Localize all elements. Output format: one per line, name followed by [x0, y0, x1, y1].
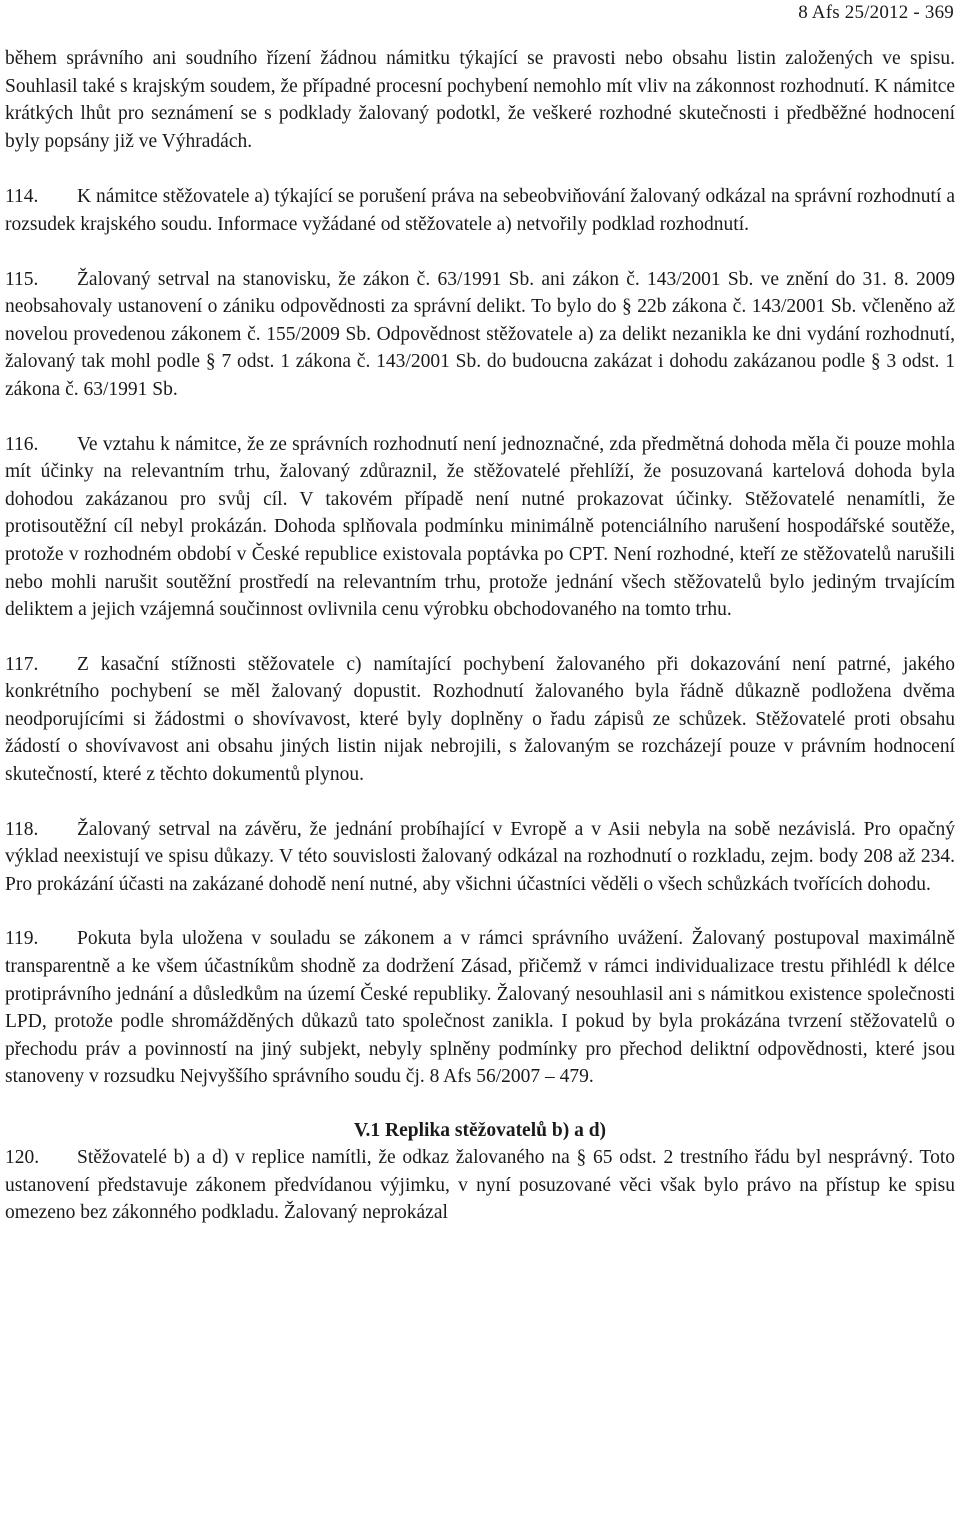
paragraph-text: Žalovaný setrval na stanovisku, že zákon č. 63/1991 Sb. ani zákon č. 143/2001 Sb. ve znění do 31. 8. 2009 neobsahovaly ustanovení o zániku odpovědnosti za správní delikt. To bylo do § 22b zákona č. 143/2001 Sb. včleněno až novelou provedenou zákonem č. 155/2009 Sb. Odpovědnost stěžovatele a) za delikt nezanikla ke dni vydání rozhodnutí, žalovaný tak mohl podle § 7 odst. 1 zákona č. 143/2001 Sb. do budoucna zakázat i dohodu zakázanou podle § 3 odst. 1 zákona č. 63/1991 Sb.: [5, 268, 955, 400]
section-heading: V.1 Replika stěžovatelů b) a d): [353, 1120, 607, 1141]
paragraph-number: 116.: [5, 433, 39, 455]
paragraph-text: Pokuta byla uložena v souladu se zákonem a v rámci správního uvážení. Žalovaný postupoval maximálně transparentně a ke všem účastníkům shodně za dodržení Zásad, přičemž v rámci individualizace trestu přihlédl k délce protiprávního jednání a důsledkům na území České republiky. Žalovaný nesouhlasil ani s námitkou existence společnosti LPD, protože podle shromážděných důkazů tato společnost zanikla. I pokud by byla prokázána tvrzení stěžovatelů o přechodu práv a povinností na jiný subjekt, nebyly splněny podmínky pro přechod deliktní odpovědnosti, které jsou stanoveny v rozsudku Nejvyššího správního soudu čj. 8 Afs 56/2007 – 479.: [5, 928, 955, 1088]
paragraph-118: [5, 816, 955, 899]
paragraph-number: 119.: [5, 928, 39, 950]
paragraph-number: 117.: [5, 653, 39, 675]
paragraph-number: 114.: [5, 186, 39, 208]
paragraph-text: Z kasační stížnosti stěžovatele c) namítající pochybení žalovaného při dokazování není patrné, jakého konkrétního pochybení se měl žalovaný dopustit. Rozhodnutí žalovaného byla řádně důkazně podložena dvěma neodporujícími si žádostmi o shovívavost, které byly doplněny o řadu zápisů ze schůzek. Stěžovatelé proti obsahu žádostí o shovívavost ani obsahu jiných listin nijak nebrojili, s žalovaným se rozcházejí pouze v právním hodnocení skutečností, které z těchto dokumentů plynou.: [5, 653, 955, 786]
paragraph-119: [5, 925, 955, 1091]
paragraph-117: [5, 651, 955, 789]
paragraph-text: Ve vztahu k námitce, že ze správních rozhodnutí není jednoznačné, zda předmětná dohoda měla či pouze mohla mít účinky na relevantním trhu, žalovaný zdůraznil, že stěžovatelé přehlíží, že posuzovaná kartelová dohoda byla dohodou zakázanou pro svůj cíl. V takovém případě není nutné prokazovat účinky. Stěžovatelé nenamítli, že protisoutěžní cíl nebyl prokázán. Dohoda splňovala podmínku minimálně potenciálního narušení hospodářské soutěže, protože v rozhodném období v České republice existovala poptávka po CPT. Není rozhodné, kteří ze stěžovatelů narušili nebo mohli narušit soutěžní prostředí na relevantním trhu, protože jednání všech stěžovatelů bylo jediným trvajícím deliktem a jejich vzájemná součinnost ovlivnila cenu výrobku obchodovaného na tomto trhu.: [5, 433, 955, 621]
paragraph-number: 115.: [5, 268, 39, 290]
case-number-header: 8 Afs 25/2012 - 369: [798, 2, 954, 23]
paragraph-text: K námitce stěžovatele a) týkající se porušení práva na sebeobviňování žalovaný odkázal na správní rozhodnutí a rozsudek krajského soudu. Informace vyžádané od stěžovatele a) netvořily podklad rozhodnutí.: [5, 186, 955, 235]
paragraph-text: Stěžovatelé b) a d) v replice namítli, že odkaz žalovaného na § 65 odst. 2 trestního řádu byl nesprávný. Toto ustanovení představuje zákonem předvídanou výjimku, v nyní posuzované věci však bylo právo na přístup ke spisu omezeno bez zákonného podkladu. Žalovaný neprokázal: [5, 1147, 955, 1224]
document-body: [5, 45, 955, 1254]
paragraph-116: [5, 431, 955, 624]
paragraph-number: 118.: [5, 818, 39, 840]
intro-paragraph: během správního ani soudního řízení žádnou námitku týkající se pravosti nebo obsahu listin založených ve spisu. Souhlasil také s krajským soudem, že případné procesní pochybení nemohlo mít vliv na zákonnost rozhodnutí. K námitce krátkých lhůt pro seznámení se s podklady žalovaný podotkl, že veškeré rozhodné skutečnosti i předběžné hodnocení byly popsány již ve Výhradách.: [5, 48, 955, 152]
paragraph-115: [5, 266, 955, 404]
paragraph-114: [5, 183, 955, 238]
paragraph-120: [5, 1144, 955, 1227]
paragraph-number: 120.: [5, 1147, 40, 1168]
paragraph-text: Žalovaný setrval na závěru, že jednání probíhající v Evropě a v Asii nebyla na sobě nezávislá. Pro opačný výklad neexistují ve spisu důkazy. V této souvislosti žalovaný odkázal na rozhodnutí o rozkladu, zejm. body 208 až 234. Pro prokázání účasti na zakázané dohodě není nutné, aby všichni účastníci věděli o všech schůzkách tvořících dohodu.: [5, 818, 955, 895]
